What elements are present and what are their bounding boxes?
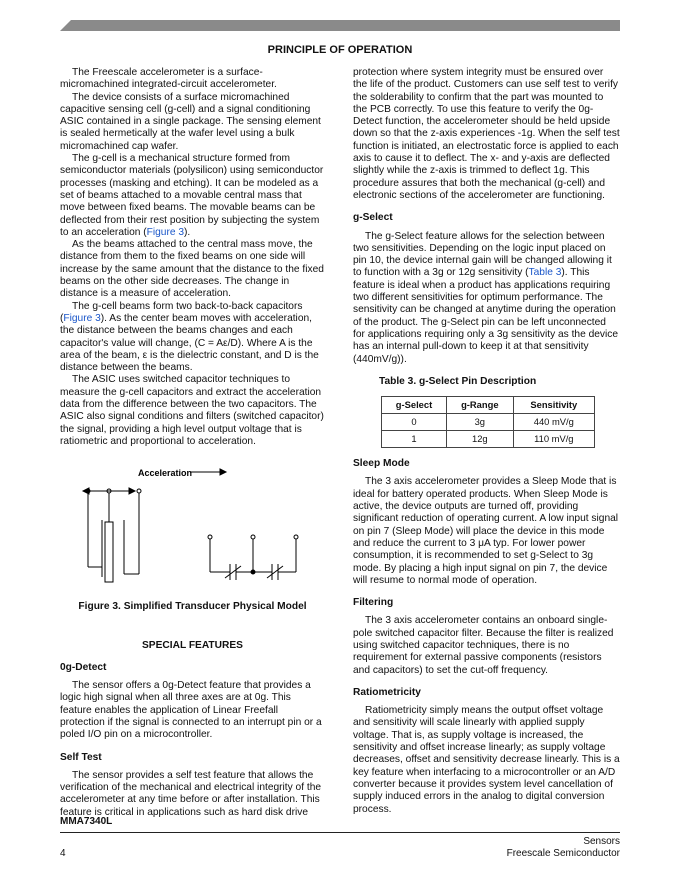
table-cell: 440 mV/g bbox=[513, 414, 594, 431]
table-cell: 0 bbox=[382, 414, 447, 431]
g-select-paragraph bbox=[353, 231, 620, 366]
filtering-paragraph: The 3 axis accelerometer contains an onboard single-pole switched capacitor filter. Because the filter is realized using switched capacitor techniques, there is no requirement for external passive components (resistors and capacitors) to set the cut-off frequency. bbox=[353, 615, 614, 676]
figure-caption: Figure 3. Simplified Transducer Physical Model bbox=[78, 601, 307, 613]
ratiometricity-paragraph: Ratiometricity simply means the output offset voltage and sensitivity will scale linearly with applied supply voltage. That is, as supply voltage is increased, the sensitivity and offset increase linearly; as supply voltage decreases, offset and sensitivity decrease linearly. This is a key feature when interfacing to a microcontroller or an A/D converter because it provides system level cancellation of supply induced errors in the analog to digital conversion process. bbox=[353, 705, 620, 815]
intro-paragraph-1: The Freescale accelerometer is a surface-micromachined integrated-circuit accelerometer. bbox=[60, 67, 277, 91]
transducer-figure bbox=[60, 462, 325, 590]
g-cell-paragraph bbox=[60, 153, 325, 239]
terminal-c bbox=[294, 535, 298, 539]
g-select-text-end: ). This feature is ideal when a product has applications requiring two different sensitivities for optimum performance. The sensitivity can be changed at anytime during the operation of the product. The g-Select pin can be left unconnected for applications requiring only a 3g sensitivity as the device has an internal pull-down to keep it at that sensitivity (440mV/g)). bbox=[353, 267, 619, 365]
self-test-heading: Self Test bbox=[60, 751, 102, 763]
footer-divider bbox=[60, 832, 620, 833]
g-cell-text-end: ). bbox=[184, 226, 191, 238]
table-cell: 1 bbox=[382, 431, 447, 448]
g-select-table bbox=[381, 396, 595, 448]
sleep-mode-heading: Sleep Mode bbox=[353, 458, 410, 470]
table-header: g-Select bbox=[382, 397, 447, 414]
table-header: Sensitivity bbox=[513, 397, 594, 414]
footer-category: Sensors bbox=[583, 836, 620, 847]
special-features-title: SPECIAL FEATURES bbox=[142, 639, 243, 651]
capacitors-paragraph bbox=[60, 301, 325, 375]
capacitors-text: The g-cell beams form two back-to-back capacitors ( bbox=[60, 300, 303, 324]
section-title: PRINCIPLE OF OPERATION bbox=[267, 44, 413, 56]
terminal-right bbox=[137, 489, 141, 493]
g-select-heading: g-Select bbox=[353, 212, 393, 224]
asic-paragraph: The ASIC uses switched capacitor techniques to measure the g-cell capacitors and extract the acceleration data from the difference between the two capacitors. The ASIC also signal conditions and filters (switched capacitor) the signal, providing a high level output voltage that is ratiometric and proportional to acceleration. bbox=[60, 374, 324, 447]
table-header-row bbox=[382, 397, 595, 414]
table-cell: 12g bbox=[447, 431, 514, 448]
acceleration-label: Acceleration bbox=[138, 468, 193, 479]
figure-3-link[interactable]: Figure 3 bbox=[146, 226, 185, 238]
footer-right bbox=[507, 836, 620, 860]
table-cell: 110 mV/g bbox=[513, 431, 594, 448]
ratiometricity-heading: Ratiometricity bbox=[353, 686, 421, 698]
transducer-diagram bbox=[60, 462, 325, 590]
self-test-continued: protection where system integrity must be ensured over the life of the product. Customers can use self test to verify the solderability to confirm that the part was mounted to the PCB correctly. To use this feature to verify the 0g-Detect function, the accelerometer should be held upside down so that the z-axis experiences -1g. When the self test function is initiated, an electrostatic force is applied to each axis to cause it to deflect. The x- and y-axis are deflected slightly while the z-axis is trimmed to deflect 1g. This procedure assures that both the mechanical (g-cell) and electronic sections of the accelerometer are functioning. bbox=[353, 67, 620, 201]
part-number: MMA7340L bbox=[60, 816, 113, 827]
movable-beam bbox=[105, 522, 113, 582]
capacitors-text-end: ). As the center beam moves with acceleration, the distance between the beams changes and each capacitor's value will change, (C = Aε/D). Where A is the area of the beam, ε is the dielectric constant, and D is the distance between the beams. bbox=[60, 312, 319, 374]
table-row bbox=[382, 431, 595, 448]
page-number: 4 bbox=[60, 848, 66, 859]
intro-paragraph-2: The device consists of a surface micromachined capacitive sensing cell (g-cell) and a signal conditioning ASIC contained in a single package. The sensing element is sealed hermetically at the wafer level using a bulk micromachined cap wafer. bbox=[60, 91, 321, 152]
zero-g-heading: 0g-Detect bbox=[60, 661, 107, 673]
right-column bbox=[353, 67, 620, 816]
left-column bbox=[60, 67, 325, 819]
acceleration-arrow-head bbox=[220, 469, 226, 475]
table-row bbox=[382, 414, 595, 431]
terminal-b bbox=[251, 535, 255, 539]
movement-arrow-right-head bbox=[129, 488, 135, 494]
sleep-mode-paragraph: The 3 axis accelerometer provides a Sleep Mode that is ideal for battery operated products. When Sleep Mode is active, the device outputs are turned off, providing significant reduction of operating current. A low input signal on pin 7 (Sleep Mode) will place the device in this mode and reduce the current to 3 μA typ. For lower power consumption, it is recommended to set g-Select to 3g mode. By placing a high input signal on pin 7, the device will resume to normal mode of operation. bbox=[353, 476, 619, 586]
footer-company: Freescale Semiconductor bbox=[506, 848, 620, 859]
terminal-a bbox=[208, 535, 212, 539]
zero-g-paragraph: The sensor offers a 0g-Detect feature that provides a logic high signal when all three axes are at 0g. This feature enables the application of Linear Freefall protection if the signal is connected to an interrupt pin or a poled I/O pin on a microcontroller. bbox=[60, 680, 322, 741]
beams-paragraph: As the beams attached to the central mass move, the distance from them to the fixed beams on one side will increase by the same amount that the distance to the fixed beams on the other side decreases. The change in distance is a measure of acceleration. bbox=[60, 239, 324, 300]
self-test-paragraph: The sensor provides a self test feature that allows the verification of the mechanical and electrical integrity of the accelerometer at any time before or after installation. This feature is critical in applications such as hard disk drive bbox=[60, 769, 322, 818]
table-3-link[interactable]: Table 3 bbox=[528, 267, 562, 279]
table-title: Table 3. g-Select Pin Description bbox=[379, 375, 537, 387]
filtering-heading: Filtering bbox=[353, 597, 394, 609]
header-bar bbox=[60, 20, 620, 31]
table-header: g-Range bbox=[447, 397, 514, 414]
figure-3-link-2[interactable]: Figure 3 bbox=[63, 312, 101, 324]
g-select-text: The g-Select feature allows for the selection between two sensitivities. Depending on the logic input placed on pin 10, the device internal gain will be changed allowing it to function with a 3g or 12g sensitivity ( bbox=[353, 230, 612, 279]
g-cell-text: The g-cell is a mechanical structure formed from semiconductor materials (polysilicon) using semiconductor processes (masking and etching). It can be modeled as a set of beams attached to a movable central mass that move between fixed beams. The movable beams can be deflected from their rest position by subjecting the system to an acceleration ( bbox=[60, 153, 324, 238]
table-cell: 3g bbox=[447, 414, 514, 431]
